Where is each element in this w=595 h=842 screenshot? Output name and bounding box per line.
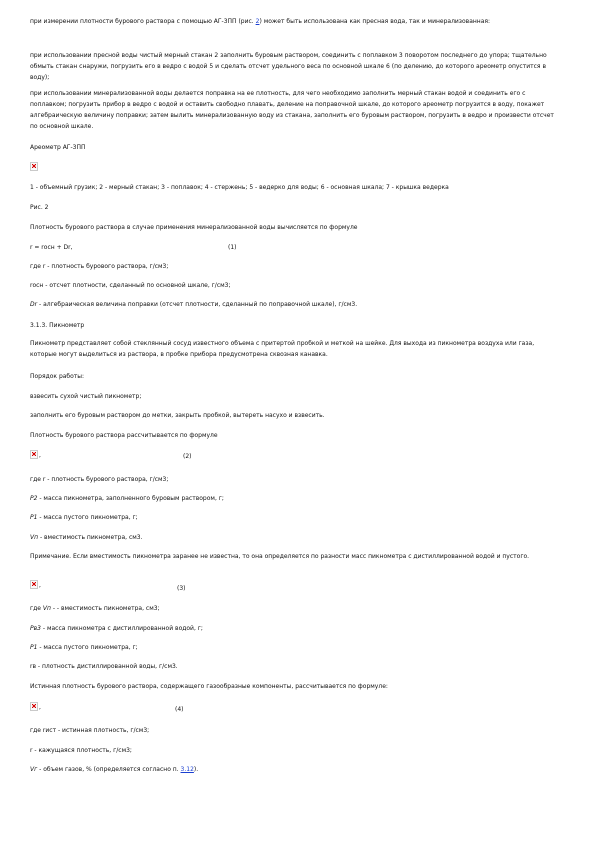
definition-2-p1: [30, 512, 555, 523]
formula-2-intro: Плотность бурового раствора рассчитывается по формуле: [30, 432, 218, 439]
definition-3-p1: [30, 642, 555, 653]
formula-3-row: , (3): [30, 580, 555, 594]
definition-r: где r - плотность бурового раствора, г/см3;: [30, 263, 169, 270]
paragraph-text: при измерении плотности бурового раствора с помощью АГ-3ПП (рис.: [30, 18, 256, 25]
definition-4-r: r - кажущаяся плотность, г/см3;: [30, 747, 132, 754]
variable-dr: Dr: [30, 301, 38, 308]
variable-p2: P2: [30, 495, 38, 502]
section-3-12-link[interactable]: 3.12: [180, 766, 194, 773]
variable-vn: Vп: [42, 605, 51, 612]
formula-1-row: [30, 242, 555, 253]
formula-4-intro: Истинная плотность бурового раствора, содержащего газообразные компоненты, рассчитывается по формуле:: [30, 683, 388, 690]
definition-2-vn: [30, 532, 555, 543]
paragraph-mineralized-water: при использовании минерализованной воды делается поправка на ее плотность, для чего необходимо заполнить мерный стакан водой и соединить его с поплавком; погрузить прибор в ведро с водой и оставить свободно плавать, деление на поправочной шкале, до которого ареометр погрузится в воду, покажет алгебраическую величину поправки; затем вылить минерализованную воду из стакана, заполнить его буровым раствором, погрузить в ведро и произвести отсчет по основной шкале.: [30, 90, 554, 130]
definition-prefix: где: [30, 605, 43, 612]
formula-4-row: , (4): [30, 702, 555, 716]
formula-4-number: (4): [175, 706, 184, 713]
figure-legend: 1 - объемный грузик; 2 - мерный стакан; 3 - поплавок; 4 - стержень; 5 - ведерко для воды; 6 - основная шкала; 7 - крышка ведерка: [30, 184, 449, 191]
variable-pv3: Pв3: [30, 625, 41, 632]
definition-text: - - вместимость пикнометра, см3;: [50, 605, 160, 612]
paragraph-text: ) может быть использована как пресная вода, так и минерализованная:: [259, 18, 491, 25]
broken-image-icon: [30, 702, 38, 711]
definition-text: - вместимость пикнометра, см3.: [38, 534, 143, 541]
variable-p1: P1: [30, 644, 38, 651]
formula-1-number: (1): [228, 244, 237, 251]
paragraph-fresh-water: при использовании пресной воды чистый мерный стакан 2 заполнить буровым раствором, соединить с поплавком 3 поворотом последнего до упора; тщательно обмыть стакан снаружи, погрузить его в ведро с водой 5 и сделать отсчет удельного веса по основной шкале 6 (по делению, до которого ареометр опустится в воду);: [30, 52, 547, 81]
definition-3-rv: rв - плотность дистиллированной воды, г/см3.: [30, 663, 178, 670]
variable-p1: P1: [30, 514, 38, 521]
broken-image-icon: [30, 450, 38, 459]
definition-4-rist: где rист - истинная плотность, г/см3;: [30, 727, 150, 734]
definition-3-vn: [30, 603, 555, 614]
definition-text: - масса пустого пикнометра, г;: [37, 644, 138, 651]
definition-3-pv: [30, 623, 555, 634]
definition-dr: [30, 299, 555, 310]
definition-2-r: где r - плотность бурового раствора, г/см3;: [30, 476, 169, 483]
variable-vg: Vг: [30, 766, 38, 773]
procedure-title: Порядок работы:: [30, 373, 85, 380]
procedure-step-2: заполнить его буровым раствором до метки, закрыть пробкой, вытереть насухо и взвесить.: [30, 412, 325, 419]
definition-text: - масса пикнометра, заполненного буровым раствором, г;: [37, 495, 224, 502]
definition-2-p2: [30, 493, 555, 504]
broken-image-icon: [30, 162, 38, 171]
formula-3-number: (3): [177, 585, 186, 592]
pycnometer-description: Пикнометр представляет собой стеклянный сосуд известного объема с притертой пробкой и меткой на шейке. Для выхода из пикнометра воздуха или газа, которые могут выделиться из раствора, в пробке прибора предусмотрена сквозная канавка.: [30, 340, 535, 358]
definition-text: - масса пикнометра с дистиллированной водой, г;: [40, 625, 203, 632]
figure-caption: Рис. 2: [30, 204, 49, 211]
figure-2-link[interactable]: 2: [255, 18, 260, 25]
figure-image-row: [30, 162, 555, 176]
note-paragraph: Примечание. Если вместимость пикнометра заранее не известна, то она определяется по разности масс пикнометра с дистиллированной водой и пустого.: [30, 553, 530, 560]
definition-text: - алгебраическая величина поправки (отсчет плотности, сделанный по поправочной шкале), г/см3.: [37, 301, 358, 308]
procedure-step-1: взвесить сухой чистый пикнометр;: [30, 393, 142, 400]
broken-image-icon: [30, 580, 38, 589]
definition-text: - объем газов, % (определяется согласно п.: [37, 766, 181, 773]
definition-rosn: rосн - отсчет плотности, сделанный по основной шкале, г/см3;: [30, 282, 231, 289]
formula-2-row: , (2): [30, 450, 555, 464]
definition-4-vg: [30, 764, 555, 775]
definition-text: ).: [193, 766, 199, 773]
definition-text: - масса пустого пикнометра, г;: [37, 514, 138, 521]
formula-2-number: (2): [183, 453, 192, 460]
formula-1: r = rосн + Dr,: [30, 244, 73, 251]
variable-vn: Vп: [30, 534, 39, 541]
figure-title: Ареометр АГ-3ПП: [30, 144, 86, 151]
section-title-pycnometer: 3.1.3. Пикнометр: [30, 322, 85, 329]
paragraph-aerometer-intro: [30, 16, 555, 27]
formula-1-intro: Плотность бурового раствора в случае применения минерализованной воды вычисляется по формуле: [30, 224, 358, 231]
